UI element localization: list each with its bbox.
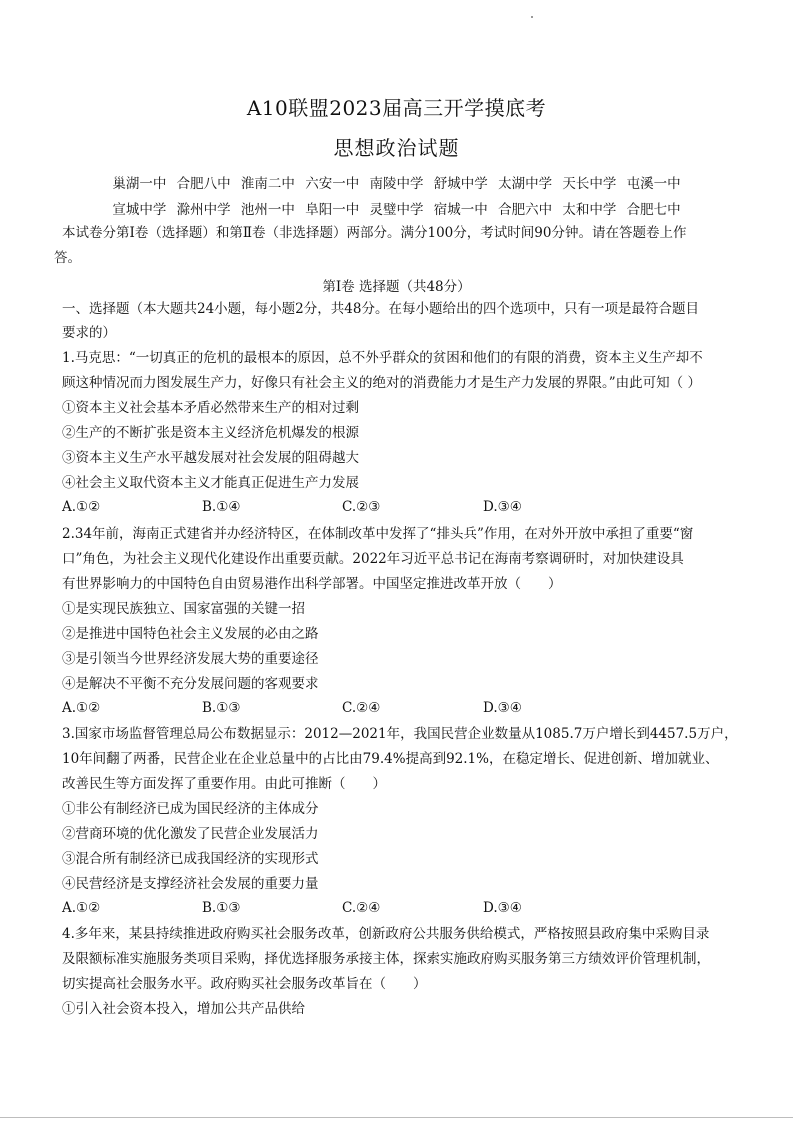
q1-choice-d[interactable]: D.③④ — [483, 499, 522, 515]
q3-stem-1: 3.国家市场监督管理总局公布数据显示：2012—2021年，我国民营企业数量从1085.7万户增长到4457.5万户， — [62, 726, 738, 742]
q3-option-2: ②营商环境的优化激发了民营企业发展活力 — [62, 826, 319, 842]
q2-choice-c[interactable]: C.②④ — [342, 700, 381, 716]
q3-choice-d[interactable]: D.③④ — [483, 900, 522, 916]
section-instruction-2: 要求的） — [62, 325, 116, 341]
q3-stem-3: 改善民生等方面发挥了重要作用。由此可推断（ ） — [62, 776, 386, 792]
q3-choice-c[interactable]: C.②④ — [342, 900, 381, 916]
q4-stem-3: 切实提高社会服务水平。政府购买社会服务改革旨在（ ） — [62, 976, 427, 992]
section-title: 第Ⅰ卷 选择题（共48分） — [322, 279, 471, 295]
page-bottom-divider — [0, 1117, 793, 1118]
exam-title: A10联盟2023届高三开学摸底考 — [246, 96, 547, 120]
q2-choice-b[interactable]: B.①③ — [202, 700, 241, 716]
q1-option-1: ①资本主义社会基本矛盾必然带来生产的相对过剩 — [62, 400, 359, 416]
q2-option-2: ②是推进中国特色社会主义发展的必由之路 — [62, 626, 319, 642]
q3-choice-b[interactable]: B.①③ — [202, 900, 241, 916]
intro-line-2: 答。 — [54, 250, 81, 266]
intro-line-1: 本试卷分第Ⅰ卷（选择题）和第Ⅱ卷（非选择题）两部分。满分100分，考试时间90分钟。请在答题卷上作 — [62, 225, 687, 241]
q2-option-3: ③是引领当今世界经济发展大势的重要途径 — [62, 651, 319, 667]
q1-option-2: ②生产的不断扩张是资本主义经济危机爆发的根源 — [62, 425, 359, 441]
q3-option-1: ①非公有制经济已成为国民经济的主体成分 — [62, 801, 319, 817]
q2-stem-1: 2.34年前，海南正式建省并办经济特区，在体制改革中发挥了“排头兵”作用，在对外开放中承担了重要“窗 — [62, 526, 694, 542]
q1-choice-a[interactable]: A.①② — [62, 499, 101, 515]
q2-choice-a[interactable]: A.①② — [62, 700, 101, 716]
scan-dot — [531, 16, 533, 18]
schools-line-1: 巢湖一中 合肥八中 淮南二中 六安一中 南陵中学 舒城中学 太湖中学 天长中学 屯溪一中 — [112, 176, 681, 192]
q3-stem-2: 10年间翻了两番，民营企业在企业总量中的占比由79.4%提高到92.1%，在稳定增长、促进创新、增加就业、 — [62, 751, 719, 767]
schools-line-2: 宣城中学 滁州中学 池州一中 阜阳一中 灵璧中学 宿城一中 合肥六中 太和中学 合肥七中 — [112, 202, 681, 218]
q1-choice-c[interactable]: C.②③ — [342, 499, 381, 515]
q2-stem-2: 口”角色，为社会主义现代化建设作出重要贡献。2022年习近平总书记在海南考察调研时，对加快建设具 — [62, 551, 684, 567]
section-instruction-1: 一、选择题（本大题共24小题，每小题2分，共48分。在每小题给出的四个选项中，只有一项是最符合题目 — [62, 301, 699, 317]
q1-stem-2: 顾这种情况而力图发展生产力，好像只有社会主义的绝对的消费能力才是生产力发展的界限。”由此可知（ ） — [62, 375, 701, 391]
q3-option-4: ④民营经济是支撑经济社会发展的重要力量 — [62, 876, 319, 892]
q4-stem-1: 4.多年来，某县持续推进政府购买社会服务改革，创新政府公共服务供给模式，严格按照县政府集中采购目录 — [62, 926, 710, 942]
q2-stem-3: 有世界影响力的中国特色自由贸易港作出科学部署。中国坚定推进改革开放（ ） — [62, 576, 562, 592]
exam-subtitle: 思想政治试题 — [333, 136, 460, 160]
q3-choice-a[interactable]: A.①② — [62, 900, 101, 916]
q1-stem-1: 1.马克思：“一切真正的危机的最根本的原因，总不外乎群众的贫困和他们的有限的消费，资本主义生产却不 — [62, 350, 703, 366]
q4-stem-2: 及限额标准实施服务类项目采购，择优选择服务承接主体，探索实施政府购买服务第三方绩效评价管理机制， — [62, 951, 710, 967]
q1-option-3: ③资本主义生产水平越发展对社会发展的阻碍越大 — [62, 450, 359, 466]
q1-option-4: ④社会主义取代资本主义才能真正促进生产力发展 — [62, 475, 359, 491]
q1-choice-b[interactable]: B.①④ — [202, 499, 241, 515]
q3-option-3: ③混合所有制经济已成我国经济的实现形式 — [62, 851, 319, 867]
q4-option-1: ①引入社会资本投入，增加公共产品供给 — [62, 1001, 305, 1017]
q2-option-4: ④是解决不平衡不充分发展问题的客观要求 — [62, 676, 319, 692]
q2-choice-d[interactable]: D.③④ — [483, 700, 522, 716]
q2-option-1: ①是实现民族独立、国家富强的关键一招 — [62, 601, 305, 617]
